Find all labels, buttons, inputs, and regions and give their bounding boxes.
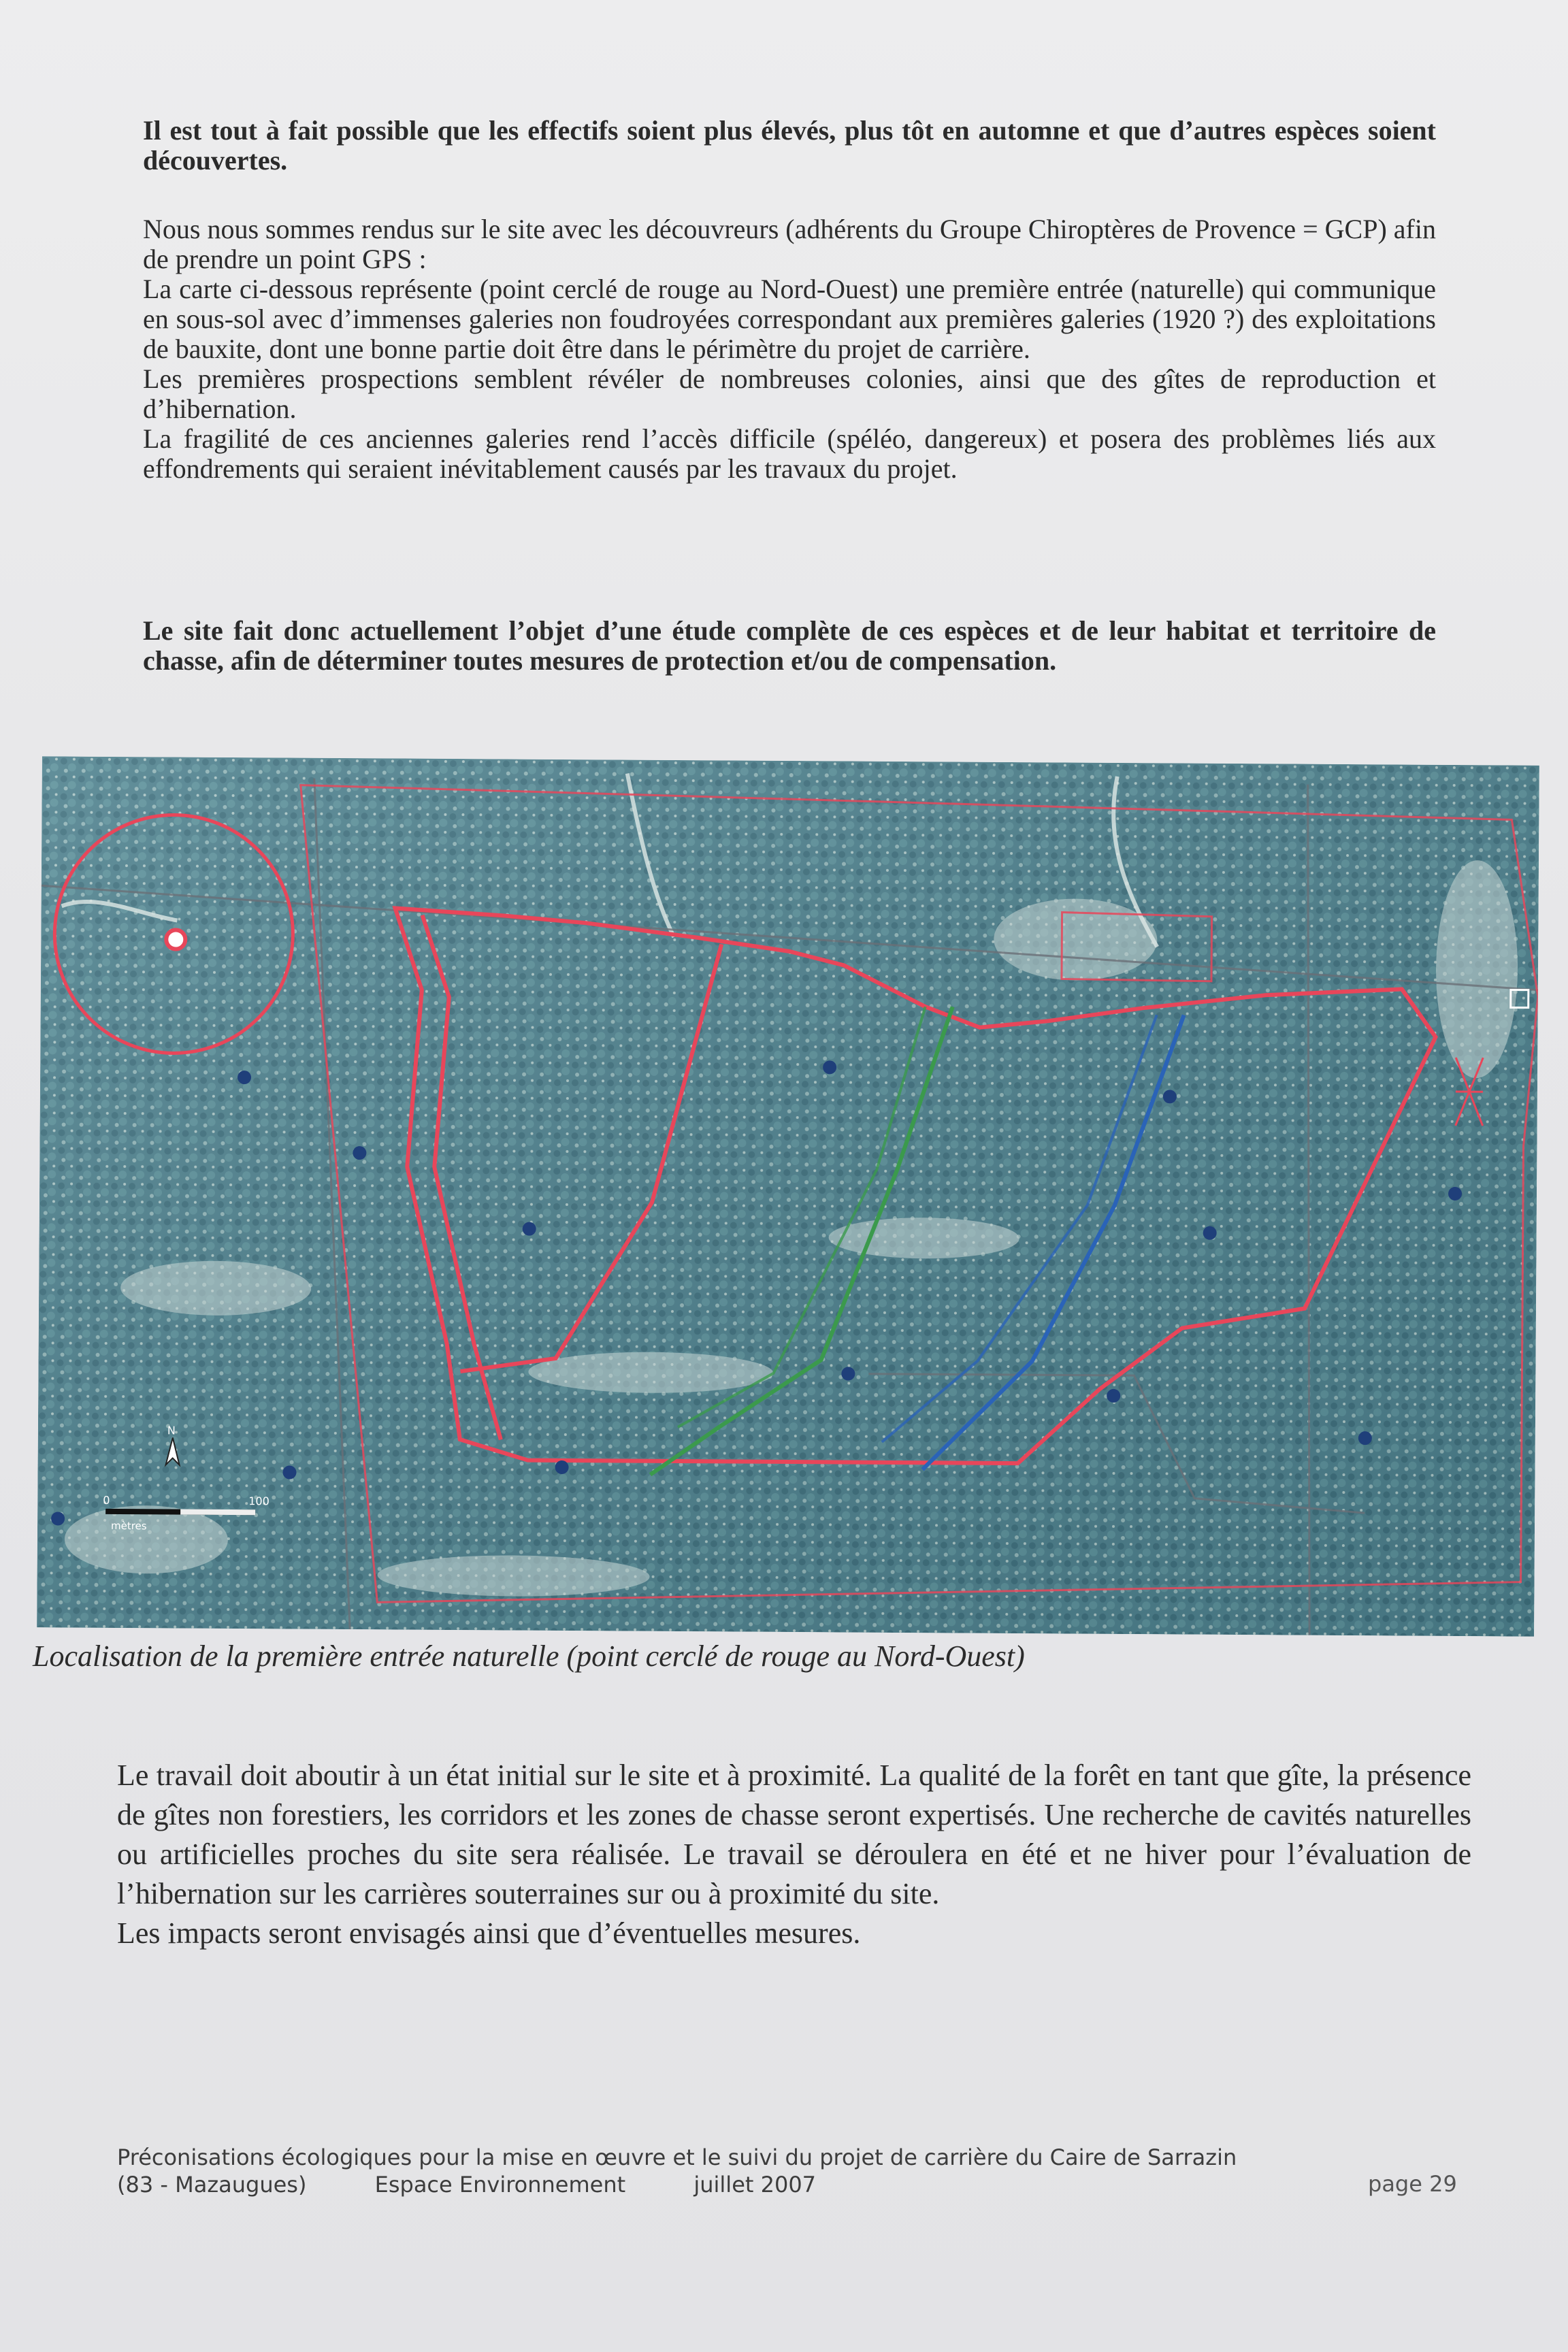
intro-bold-text: Il est tout à fait possible que les effectifs soient plus élevés, plus tôt en automne et que d’autres espèces soient découvertes. (143, 115, 1436, 176)
conclusion-paragraph (143, 616, 1436, 676)
entrance-point-marker (166, 930, 185, 949)
intro-paragraph (143, 116, 1436, 176)
map-caption: Localisation de la première entrée naturelle (point cerclé de rouge au Nord-Ouest) (33, 1639, 1025, 1673)
footer-organization: Espace Environnement (374, 2172, 626, 2198)
body-section-1 (143, 214, 1436, 484)
paragraph-prospections: Les premières prospections semblent révéler de nombreuses colonies, ainsi que des gîtes de reproduction et d’hibernation. (143, 363, 1436, 424)
paragraph-impacts: Les impacts seront envisagés ainsi que d’éventuelles mesures. (117, 1916, 861, 1950)
page-number: page 29 (1368, 2171, 1457, 2197)
north-label: N (167, 1424, 176, 1437)
footer-date: juillet 2007 (693, 2172, 817, 2198)
body-section-2 (117, 1756, 1471, 1953)
scale-start-label: 0 (103, 1493, 110, 1507)
conclusion-bold-text: Le site fait donc actuellement l’objet d’une étude complète de ces espèces et de leur habitat et territoire de chasse, afin de déterminer toutes mesures de protection et/ou de compensation. (143, 615, 1436, 676)
footer-location: (83 - Mazaugues) (117, 2172, 307, 2198)
paragraph-initial-state: Le travail doit aboutir à un état initial sur le site et à proximité. La qualité de la forêt en tant que gîte, la présence de gîtes non forestiers, les corridors et les zones de chasse seront expertisés. Une recherche de cavités naturelles ou artificielles proches du site sera réalisée. Le travail se déroulera en été et ne hiver pour l’évaluation de l’hibernation sur les carrières souterraines sur ou à proximité du site. (117, 1759, 1471, 1910)
paragraph-gps: Nous nous sommes rendus sur le site avec les découvreurs (adhérents du Groupe Chiroptères de Provence = GCP) afin de prendre un point GPS : (143, 214, 1436, 274)
footer-title: Préconisations écologiques pour la mise en œuvre et le suivi du projet de carrière du Caire de Sarrazin (117, 2144, 1237, 2170)
scale-unit-label: mètres (110, 1519, 147, 1533)
aerial-map-svg (37, 756, 1539, 1636)
aerial-map (37, 756, 1539, 1636)
page-footer (117, 2144, 1478, 2198)
scale-end-label: 100 (248, 1494, 270, 1508)
footer-meta (117, 2171, 1478, 2198)
paragraph-fragility: La fragilité de ces anciennes galeries rend l’accès difficile (spéléo, dangereux) et posera des problèmes liés aux effondrements qui seraient inévitablement causés par les travaux du projet. (143, 423, 1436, 484)
paragraph-map-description: La carte ci-dessous représente (point cerclé de rouge au Nord-Ouest) une première entrée (naturelle) qui communique en sous-sol avec d’immenses galeries non foudroyées correspondant aux premières galeries (1920 ?) des exploitations de bauxite, dont une bonne partie doit être dans le périmètre du projet de carrière. (143, 274, 1436, 364)
